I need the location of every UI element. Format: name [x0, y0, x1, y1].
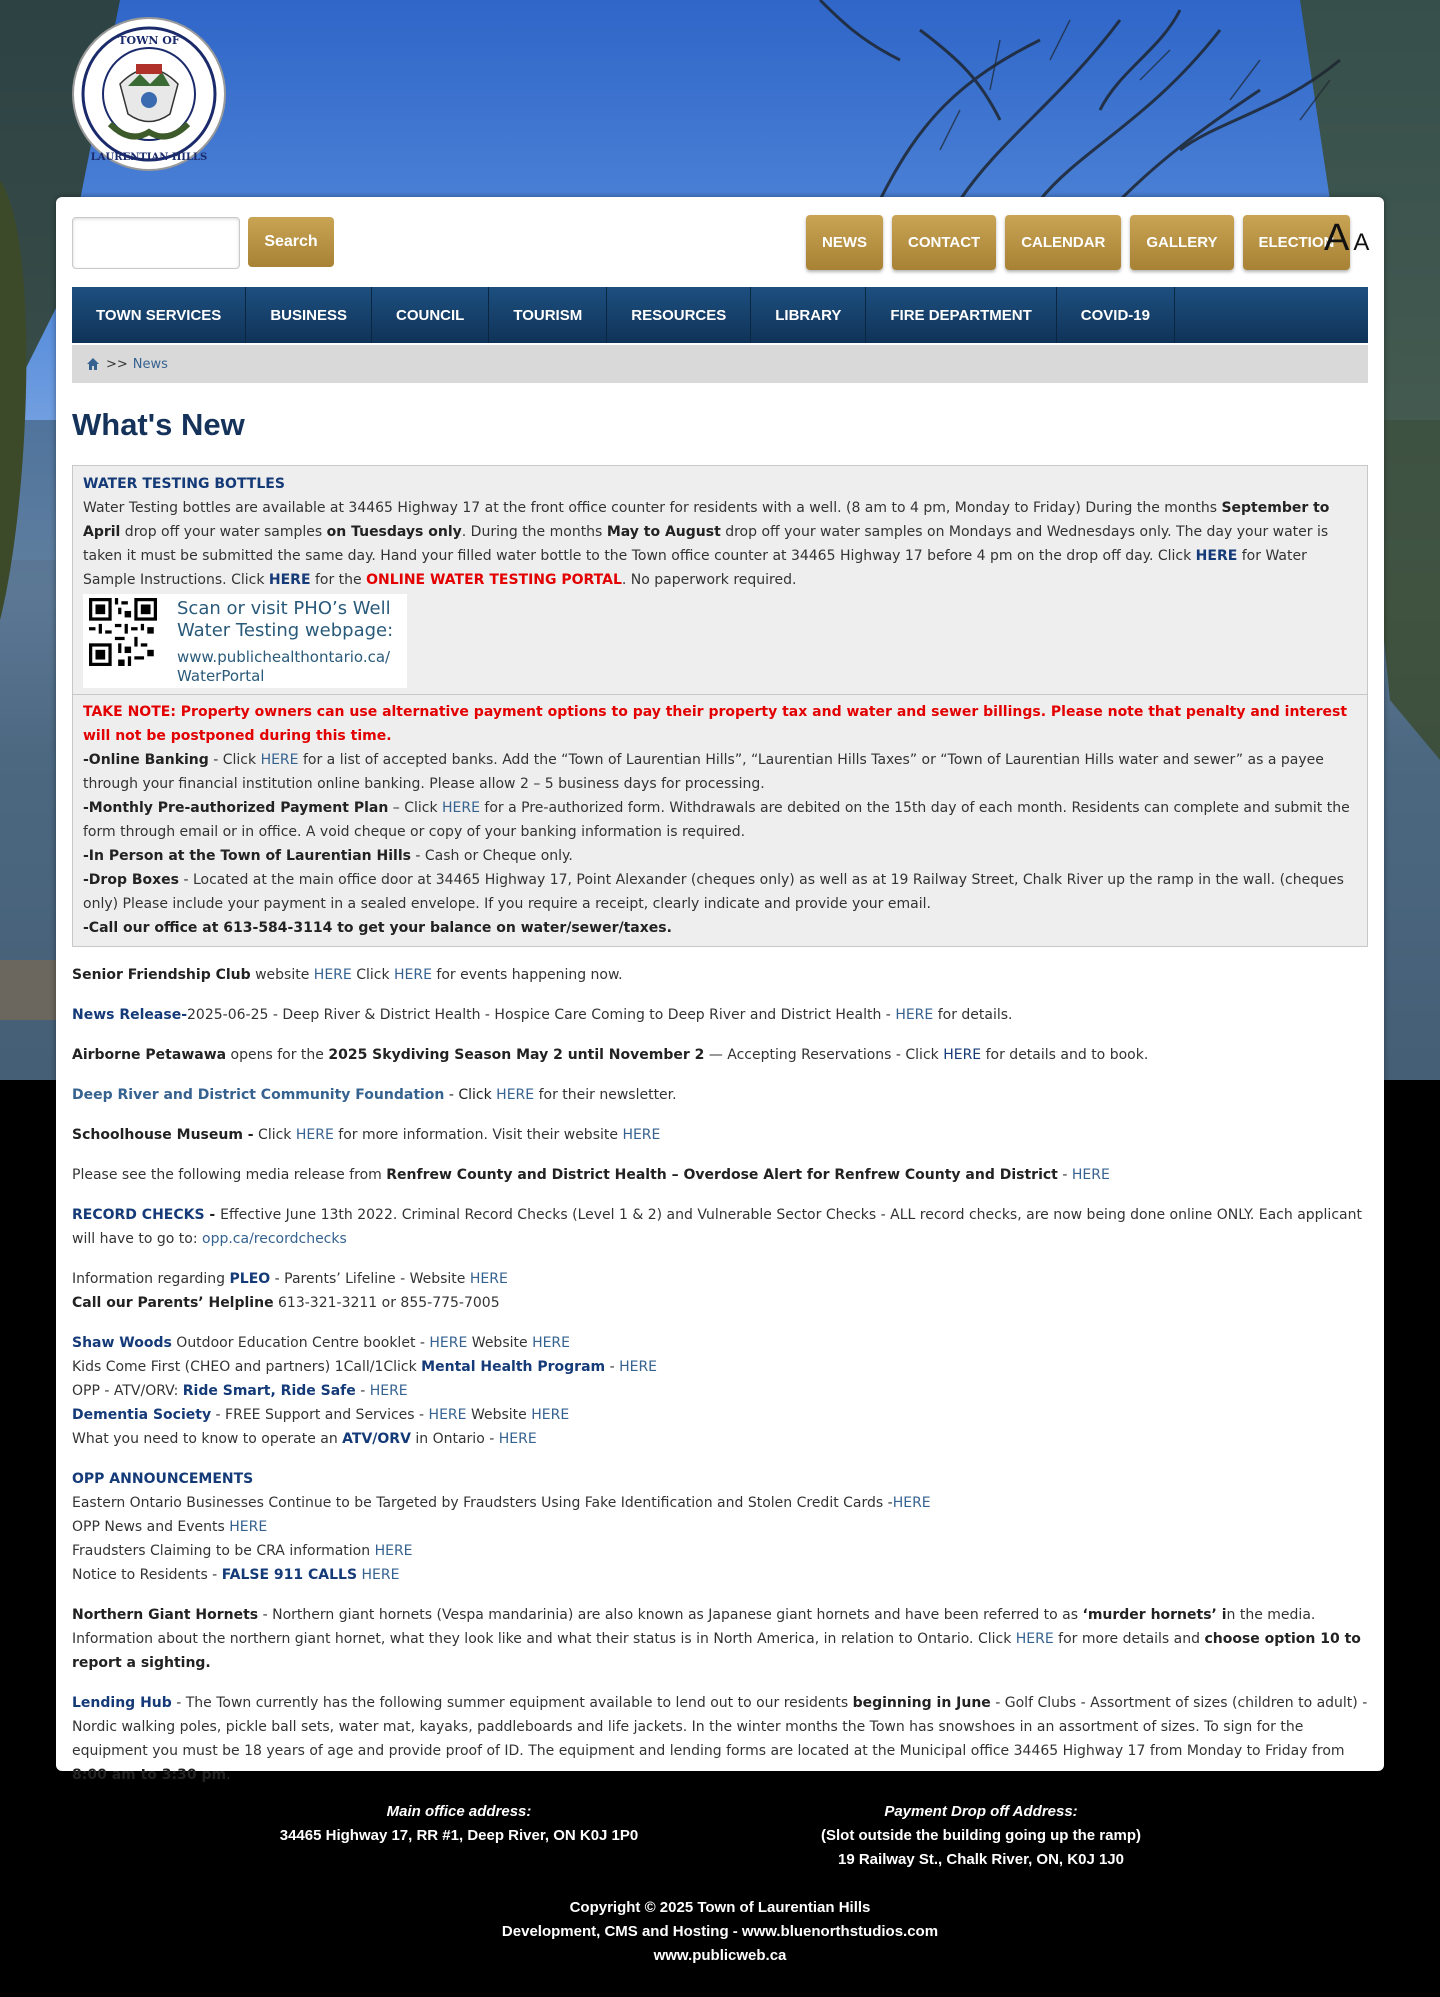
opp-announcements: OPP ANNOUNCEMENTS Eastern Ontario Businesses Continue to be Targeted by Fraudsters Using Fake Identification and Stolen Credit Cards -HERE OPP News and Events HERE Fraudsters Claiming to be CRA information HERE Notice to Residents - FALSE 911 CALLS HERE — [72, 1467, 1368, 1587]
call-office-text: -Call our office at 613-584-3114 to get your balance on water/sewer/taxes. — [83, 920, 672, 936]
foundation-item: Deep River and District Community Foundation - Click HERE for their newsletter. — [72, 1087, 677, 1103]
water-instructions-link[interactable]: HERE — [1195, 548, 1238, 564]
foundation-newsletter-link[interactable]: HERE — [496, 1087, 535, 1103]
top-link-contact[interactable]: CONTACT — [892, 215, 996, 270]
take-note-text: TAKE NOTE: Property owners can use alternative payment options to pay their property tax and water and sewer billings. Please note that penalty and interest will not be postponed during this time. — [83, 704, 1348, 744]
footer-drop-off: Payment Drop off Address: (Slot outside the building going up the ramp) 19 Railway St., Chalk River, ON, K0J 1J0 — [821, 1803, 1141, 1868]
overdose-alert-item: Please see the following media release from Renfrew County and District Health – Overdose Alert for Renfrew County and District - HERE — [72, 1167, 1110, 1183]
water-testing-text: Water Testing bottles are available at 34465 Highway 17 at the front office counter for residents with a well. (8 am to 4 pm, Monday to Friday) During the months September to April drop off your water samples on Tuesdays only. During the months May to August drop off your water samples on Mondays and Wednesdays only. The day your water is taken it must be submitted the same day. Hand your filled water bottle to the Town office counter at 34465 Highway 17 before 4 pm on the drop off day. Click HERE for Water Sample Instructions. Click HERE for the ONLINE WATER TESTING PORTAL. No paperwork required. — [83, 500, 1330, 588]
false-911-link[interactable]: HERE — [357, 1567, 400, 1583]
overdose-alert-link[interactable]: HERE — [1071, 1167, 1110, 1183]
mental-health-link[interactable]: HERE — [619, 1359, 658, 1375]
font-decrease-button[interactable]: A — [1353, 229, 1370, 256]
nav-council[interactable]: COUNCIL — [372, 287, 489, 343]
senior-events-link[interactable]: HERE — [394, 967, 432, 983]
opp-atv-item: OPP - ATV/ORV: Ride Smart, Ride Safe - HERE — [72, 1383, 408, 1399]
senior-website-link[interactable]: HERE — [313, 967, 352, 983]
breadcrumb-separator: >> — [106, 356, 128, 372]
resources-list — [72, 1331, 1368, 1451]
footer-credits — [0, 1896, 1440, 1968]
museum-info-link[interactable]: HERE — [295, 1127, 334, 1143]
nav-fire-department[interactable]: FIRE DEPARTMENT — [866, 287, 1056, 343]
opp-fraud-link[interactable]: HERE — [892, 1495, 931, 1511]
kids-first-item: Kids Come First (CHEO and partners) 1Call/1Click Mental Health Program - HERE — [72, 1359, 658, 1375]
top-link-news[interactable]: NEWS — [806, 215, 883, 270]
news-release-link[interactable]: HERE — [895, 1007, 934, 1023]
qr-card-text: Scan or visit PHO’s Well Water Testing webpage: www.publichealthontario.ca/ WaterPortal — [177, 598, 394, 685]
top-link-gallery[interactable]: GALLERY — [1130, 215, 1233, 270]
nav-business[interactable]: BUSINESS — [246, 287, 372, 343]
search-input[interactable] — [72, 217, 240, 269]
pap-text: -Monthly Pre-authorized Payment Plan – Click HERE for a Pre-authorized form. Withdrawals are debited on the 15th day of each month. Residents can complete and submit the form through email or in office. A void cheque or copy of your banking information is required. — [83, 800, 1350, 840]
main-panel — [56, 197, 1384, 1783]
shaw-booklet-link[interactable]: HERE — [429, 1335, 468, 1351]
pleo-website-link[interactable]: HERE — [469, 1271, 508, 1287]
main-nav — [72, 287, 1368, 343]
museum-website-link[interactable]: HERE — [622, 1127, 661, 1143]
pleo-item: Information regarding PLEO - Parents’ Lifeline - Website HERE Call our Parents’ Helpline 613-321-3211 or 855-775-7005 — [72, 1271, 508, 1311]
news-content — [72, 465, 1368, 1787]
qr-code-icon — [89, 598, 157, 666]
lending-hub-item: Lending Hub - The Town currently has the following summer equipment available to lend out to our residents beginning in June - Golf Clubs - Assortment of sizes (children to adult) - Nordic walking poles, pickle ball sets, water mat, kayaks, paddleboards and life jackets. In the winter months the Town has snowshoes in an assortment of sizes. To sign for the equipment you must be 18 years of age and provide proof of ID. The equipment and lending forms are located at the Municipal office 34465 Highway 17 from Monday to Friday from 8:00 am to 3:30 pm. — [72, 1695, 1368, 1783]
news-release-item: News Release-2025-06-25 - Deep River & District Health - Hospice Care Coming to Deep River and District Health - HERE for details. — [72, 1007, 1013, 1023]
pho-qr-card[interactable] — [83, 594, 407, 688]
town-logo[interactable] — [70, 14, 228, 174]
cra-fraud-link[interactable]: HERE — [374, 1543, 413, 1559]
search-button[interactable]: Search — [248, 217, 334, 267]
copyright-text: Copyright © 2025 Town of Laurentian Hills — [569, 1899, 871, 1916]
publicweb-link[interactable]: www.publicweb.ca — [653, 1947, 787, 1964]
logo-bottom-text: LAURENTIAN HILLS — [90, 152, 208, 163]
font-increase-button[interactable]: A — [1324, 217, 1350, 259]
opp-heading: OPP ANNOUNCEMENTS — [72, 1471, 254, 1487]
nav-library[interactable]: LIBRARY — [751, 287, 866, 343]
foundation-link[interactable]: Deep River and District Community Foundation — [72, 1087, 445, 1103]
ride-safe-link[interactable]: HERE — [369, 1383, 408, 1399]
airborne-item: Airborne Petawawa opens for the 2025 Skydiving Season May 2 until November 2 — Accepting Reservations - Click HERE for details and to book. — [72, 1047, 1149, 1063]
hornets-item: Northern Giant Hornets - Northern giant hornets (Vespa mandarinia) are also known as Japanese giant hornets and have been referred to as ‘murder hornets’ in the media. Information about the northern giant hornet, what they look like and what their status is in North America, in relation to Ontario. Click HERE for more details and choose option 10 to report a sighting. — [72, 1607, 1361, 1671]
developer-link[interactable]: Development, CMS and Hosting - www.bluenorthstudios.com — [501, 1923, 939, 1940]
dementia-support-link[interactable]: HERE — [428, 1407, 467, 1423]
record-checks-item: RECORD CHECKS - Effective June 13th 2022. Criminal Record Checks (Level 1 & 2) and Vulnerable Sector Checks - ALL record checks, are now being done online ONLY. Each applicant will have to go to: opp.ca/recordchecks — [72, 1207, 1362, 1247]
home-icon[interactable] — [86, 357, 100, 371]
online-banking-text: -Online Banking - Click HERE for a list of accepted banks. Add the “Town of Laurentian Hills”, “Laurentian Hills Taxes” or “Town of Laurentian Hills water and sewer” as a payee through your financial institution online banking. Please allow 2 – 5 business days for processing. — [83, 752, 1324, 792]
tax-payment-box — [72, 695, 1368, 947]
font-size-controls — [1324, 217, 1369, 260]
nav-tourism[interactable]: TOURISM — [489, 287, 607, 343]
water-testing-heading: WATER TESTING BOTTLES — [83, 476, 285, 492]
atv-item: What you need to know to operate an ATV/ORV in Ontario - HERE — [72, 1431, 537, 1447]
dementia-item: Dementia Society - FREE Support and Services - HERE Website HERE — [72, 1407, 570, 1423]
top-link-calendar[interactable]: CALENDAR — [1005, 215, 1121, 270]
footer-main-office: Main office address: 34465 Highway 17, RR #1, Deep River, ON K0J 1P0 — [279, 1803, 639, 1844]
breadcrumb — [72, 345, 1368, 383]
record-checks-link[interactable]: opp.ca/recordchecks — [202, 1231, 347, 1247]
in-person-text: -In Person at the Town of Laurentian Hills - Cash or Cheque only. — [83, 848, 573, 864]
shaw-woods-item: Shaw Woods Outdoor Education Centre booklet - HERE Website HERE — [72, 1335, 571, 1351]
breadcrumb-news-link[interactable]: News — [132, 356, 168, 372]
nav-covid-19[interactable]: COVID-19 — [1057, 287, 1175, 343]
top-links — [806, 215, 1350, 270]
airborne-link[interactable]: HERE — [943, 1047, 982, 1063]
senior-club-item: Senior Friendship Club website HERE Click HERE for events happening now. — [72, 967, 623, 983]
water-portal-link[interactable]: ONLINE WATER TESTING PORTAL — [366, 572, 622, 588]
dementia-website-link[interactable]: HERE — [531, 1407, 570, 1423]
online-banking-link[interactable]: HERE — [260, 752, 299, 768]
nav-town-services[interactable]: TOWN SERVICES — [72, 287, 246, 343]
water-testing-box — [72, 465, 1368, 695]
town-seal-graphic — [70, 14, 228, 174]
shaw-website-link[interactable]: HERE — [532, 1335, 571, 1351]
atv-info-link[interactable]: HERE — [498, 1431, 537, 1447]
logo-top-text: TOWN OF — [118, 34, 180, 47]
nav-resources[interactable]: RESOURCES — [607, 287, 751, 343]
opp-news-link[interactable]: HERE — [229, 1519, 268, 1535]
museum-item: Schoolhouse Museum - Click HERE for more information. Visit their website HERE — [72, 1127, 661, 1143]
drop-boxes-text: -Drop Boxes - Located at the main office door at 34465 Highway 17, Point Alexander (cheques only) as well as at 19 Railway Street, Chalk River up the ramp in the wall. (cheques only) Please include your payment in a sealed envelope. If you require a receipt, clearly indicate and provide your email. — [83, 872, 1344, 912]
top-link-election[interactable]: ELECTION — [1243, 215, 1351, 270]
page-title: What's New — [72, 407, 245, 442]
hornets-link[interactable]: HERE — [1015, 1631, 1054, 1647]
pap-form-link[interactable]: HERE — [442, 800, 480, 816]
water-portal-here-link[interactable]: HERE — [268, 572, 311, 588]
